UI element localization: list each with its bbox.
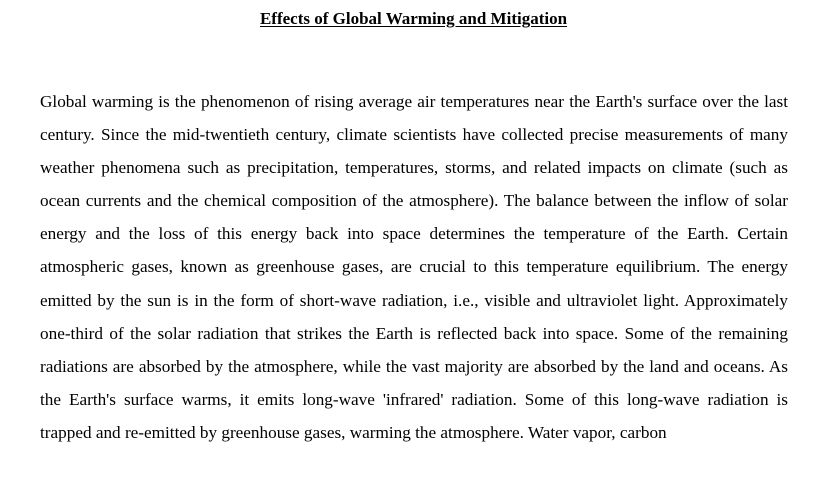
document-title: Effects of Global Warming and Mitigation xyxy=(259,9,568,28)
body-paragraph: Global warming is the phenomenon of rising average air temperatures near the Earth's surface over the last century. Since the mid-twentieth century, climate scientists have collected precise measurements of many weather phenomena such as precipitation, temperatures, storms, and related impacts on climate (such as ocean currents and the chemical composition of the atmosphere). The balance between the inflow of solar energy and the loss of this energy back into space determines the temperature of the Earth. Certain atmospheric gases, known as greenhouse gases, are crucial to this temperature equilibrium. The energy emitted by the sun is in the form of short-wave radiation, i.e., visible and ultraviolet light. Approximately one-third of the solar radiation that strikes the Earth is reflected back into space. Some of the remaining radiations are absorbed by the atmosphere, while the vast majority are absorbed by the land and oceans. As the Earth's surface warms, it emits long-wave 'infrared' radiation. Some of this long-wave radiation is trapped and re-emitted by greenhouse gases, warming the atmosphere. Water vapor, carbon xyxy=(40,92,788,442)
